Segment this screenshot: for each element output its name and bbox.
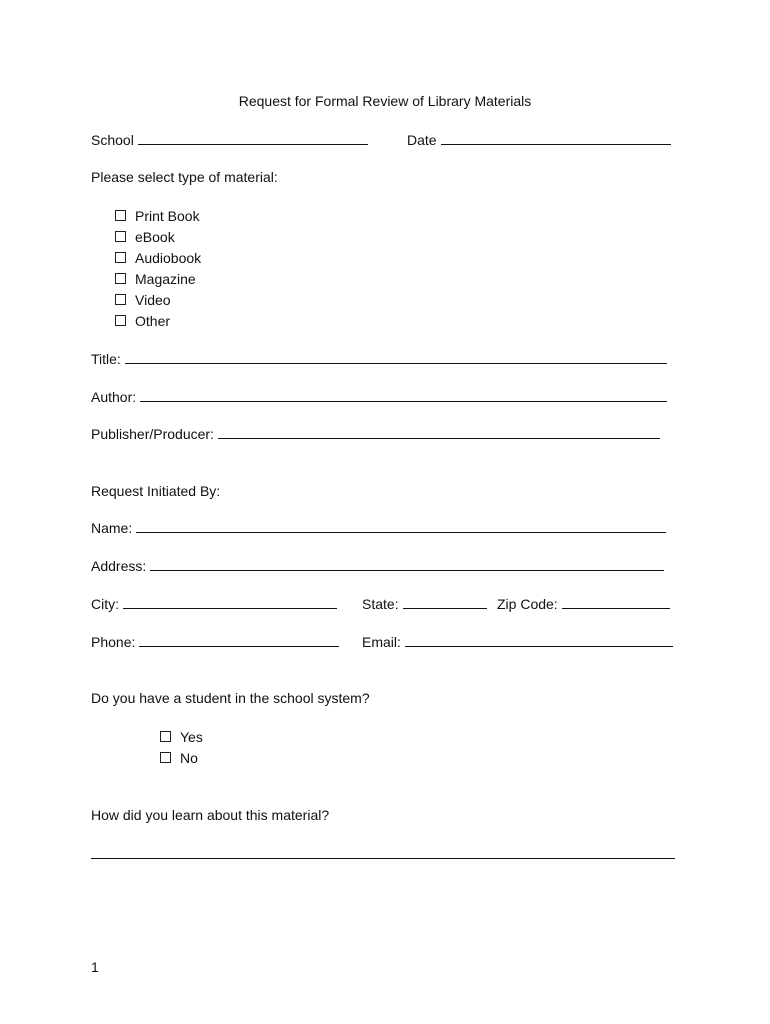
zip-input[interactable] (562, 595, 670, 609)
learn-question: How did you learn about this material? (91, 807, 330, 823)
zip-label: Zip Code: (497, 596, 558, 612)
checkbox[interactable] (160, 752, 171, 763)
material-option-label: Magazine (135, 270, 196, 287)
address-label: Address: (91, 558, 147, 574)
author-input[interactable] (140, 388, 667, 402)
city-field (91, 595, 337, 613)
initiated-heading: Request Initiated By: (91, 483, 221, 499)
student-question: Do you have a student in the school system? (91, 690, 370, 706)
title-input[interactable] (125, 350, 667, 364)
school-field (91, 131, 368, 149)
publisher-input[interactable] (218, 425, 660, 439)
checkbox[interactable] (115, 315, 126, 326)
material-option-magazine[interactable] (115, 268, 201, 289)
school-input[interactable] (138, 131, 368, 145)
material-option-other[interactable] (115, 310, 201, 331)
address-field (91, 557, 664, 575)
city-input[interactable] (123, 595, 337, 609)
title-field (91, 350, 667, 368)
material-option-label: Video (135, 291, 171, 308)
checkbox[interactable] (160, 731, 171, 742)
checkbox[interactable] (115, 273, 126, 284)
material-option-label: eBook (135, 228, 175, 245)
name-label: Name: (91, 520, 133, 536)
author-field (91, 388, 667, 406)
name-field (91, 519, 666, 537)
zip-field (497, 595, 670, 613)
email-field (362, 633, 673, 651)
material-option-video[interactable] (115, 289, 201, 310)
date-label: Date (407, 132, 437, 148)
date-input[interactable] (441, 131, 671, 145)
student-checkbox-list (160, 726, 203, 768)
student-option-yes[interactable] (160, 726, 203, 747)
school-label: School (91, 132, 134, 148)
material-option-ebook[interactable] (115, 226, 201, 247)
page-number: 1 (91, 959, 99, 975)
author-label: Author: (91, 389, 137, 405)
state-label: State: (362, 596, 399, 612)
city-label: City: (91, 596, 119, 612)
state-field (362, 595, 487, 613)
checkbox[interactable] (115, 252, 126, 263)
material-option-print-book[interactable] (115, 205, 201, 226)
form-title: Request for Formal Review of Library Materials (238, 93, 532, 109)
learn-answer-line[interactable] (91, 858, 675, 859)
date-field (407, 131, 671, 149)
publisher-field (91, 425, 660, 443)
material-checkbox-list (115, 205, 201, 331)
student-option-label: Yes (180, 728, 203, 745)
name-input[interactable] (136, 519, 666, 533)
phone-field (91, 633, 339, 651)
email-label: Email: (362, 634, 401, 650)
checkbox[interactable] (115, 231, 126, 242)
email-input[interactable] (405, 633, 673, 647)
material-prompt: Please select type of material: (91, 169, 278, 185)
phone-label: Phone: (91, 634, 136, 650)
state-input[interactable] (403, 595, 487, 609)
student-option-label: No (180, 749, 198, 766)
material-option-label: Other (135, 312, 171, 329)
phone-input[interactable] (139, 633, 339, 647)
material-option-label: Print Book (135, 207, 200, 224)
material-option-label: Audiobook (135, 249, 202, 266)
title-label: Title: (91, 351, 121, 367)
student-option-no[interactable] (160, 747, 203, 768)
material-option-audiobook[interactable] (115, 247, 201, 268)
address-input[interactable] (150, 557, 664, 571)
checkbox[interactable] (115, 210, 126, 221)
publisher-label: Publisher/Producer: (91, 426, 214, 442)
checkbox[interactable] (115, 294, 126, 305)
